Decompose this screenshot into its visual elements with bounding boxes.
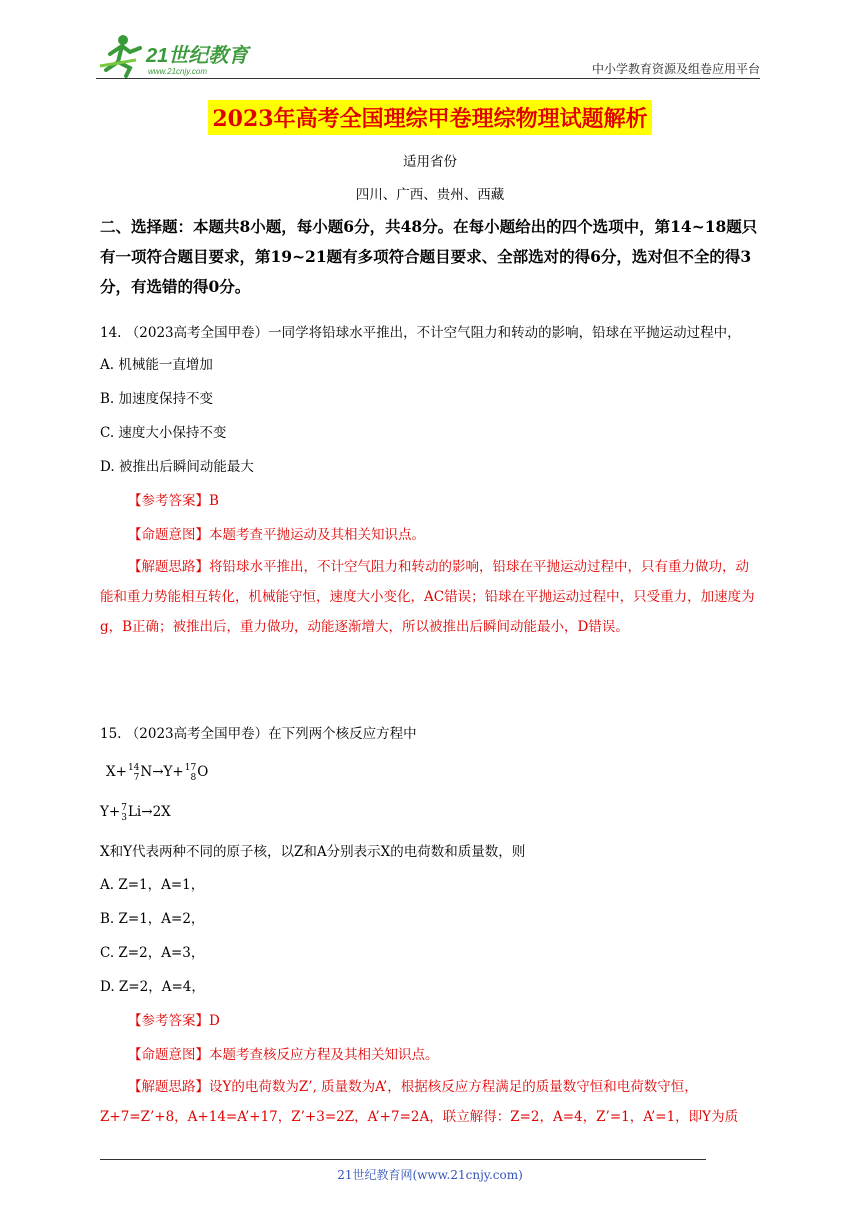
q14-option-c: C. 速度大小保持不变	[100, 425, 227, 441]
21cnjy-logo	[96, 32, 266, 78]
q15-option-c: C. Z=2，A=3，	[100, 945, 205, 961]
svg-text:www.21cnjy.com: www.21cnjy.com	[148, 67, 207, 76]
q14-option-d: D. 被推出后瞬间动能最大	[100, 459, 254, 475]
q15-option-b: B. Z=1，A=2，	[100, 911, 205, 927]
q15-analysis: 【解题思路】设Y的电荷数为Z’, 质量数为A’，根据核反应方程满足的质量数守恒和电荷数守恒，Z+7=Z’+8，A+14=A’+17，Z’+3=2Z，A’+7=2A，联立解得：Z=2，A=4，Z’=1，A’=1，即Y为质	[100, 1079, 739, 1125]
footer-link[interactable]: 21世纪教育网(www.21cnjy.com)	[337, 1168, 523, 1182]
q15-description: X和Y代表两种不同的原子核，以Z和A分别表示X的电荷数和质量数，则	[100, 844, 526, 860]
footer-divider	[100, 1159, 706, 1160]
q15-intent: 【命题意图】本题考查核反应方程及其相关知识点。	[128, 1047, 439, 1063]
page-header	[96, 32, 760, 80]
q15-option-a: A. Z=1，A=1，	[100, 877, 205, 893]
applicable-label: 适用省份	[403, 154, 457, 170]
q15-option-d: D. Z=2，A=4，	[100, 979, 205, 995]
q14-answer: 【参考答案】B	[128, 493, 219, 509]
q14-analysis: 【解题思路】将铅球水平推出，不计空气阻力和转动的影响，铅球在平抛运动过程中，只有重力做功，动能和重力势能相互转化，机械能守恒，速度大小变化，AC错误；铅球在平抛运动过程中，只受重力，加速度为g，B正确；被推出后，重力做功，动能逐渐增大，所以被推出后瞬间动能最小，D错误。	[100, 559, 755, 635]
q15-equation-1: X+ 14 7 N→Y+ 17 8 O	[106, 762, 209, 783]
provinces-list: 四川、广西、贵州、西藏	[355, 187, 505, 203]
header-divider	[96, 78, 760, 79]
q14-option-b: B. 加速度保持不变	[100, 391, 214, 407]
question-14	[100, 318, 762, 642]
section-heading: 二、选择题：本题共8小题，每小题6分，共48分。在每小题给出的四个选项中，第14~18题只有一项符合题目要求，第19~21题有多项符合题目要求、全部选对的得6分，选对但不全的得3分，有选错的得0分。	[100, 217, 758, 296]
q15-answer: 【参考答案】D	[128, 1013, 220, 1029]
platform-name: 中小学教育资源及组卷应用平台	[591, 62, 760, 76]
question-15	[100, 722, 762, 1132]
svg-text:21世纪教育: 21世纪教育	[146, 45, 249, 67]
page-title: 2023年高考全国理综甲卷理综物理试题解析	[208, 100, 651, 135]
q15-equation-2: Y+ 7 3 Li→2X	[100, 802, 171, 823]
q15-stem: 15. （2023高考全国甲卷）在下列两个核反应方程中	[100, 726, 417, 742]
q14-intent: 【命题意图】本题考查平抛运动及其相关知识点。	[128, 527, 425, 543]
q14-option-a: A. 机械能一直增加	[100, 357, 213, 373]
q14-stem: 14. （2023高考全国甲卷）一同学将铅球水平推出，不计空气阻力和转动的影响，铅球在平抛运动过程中，	[100, 325, 741, 341]
